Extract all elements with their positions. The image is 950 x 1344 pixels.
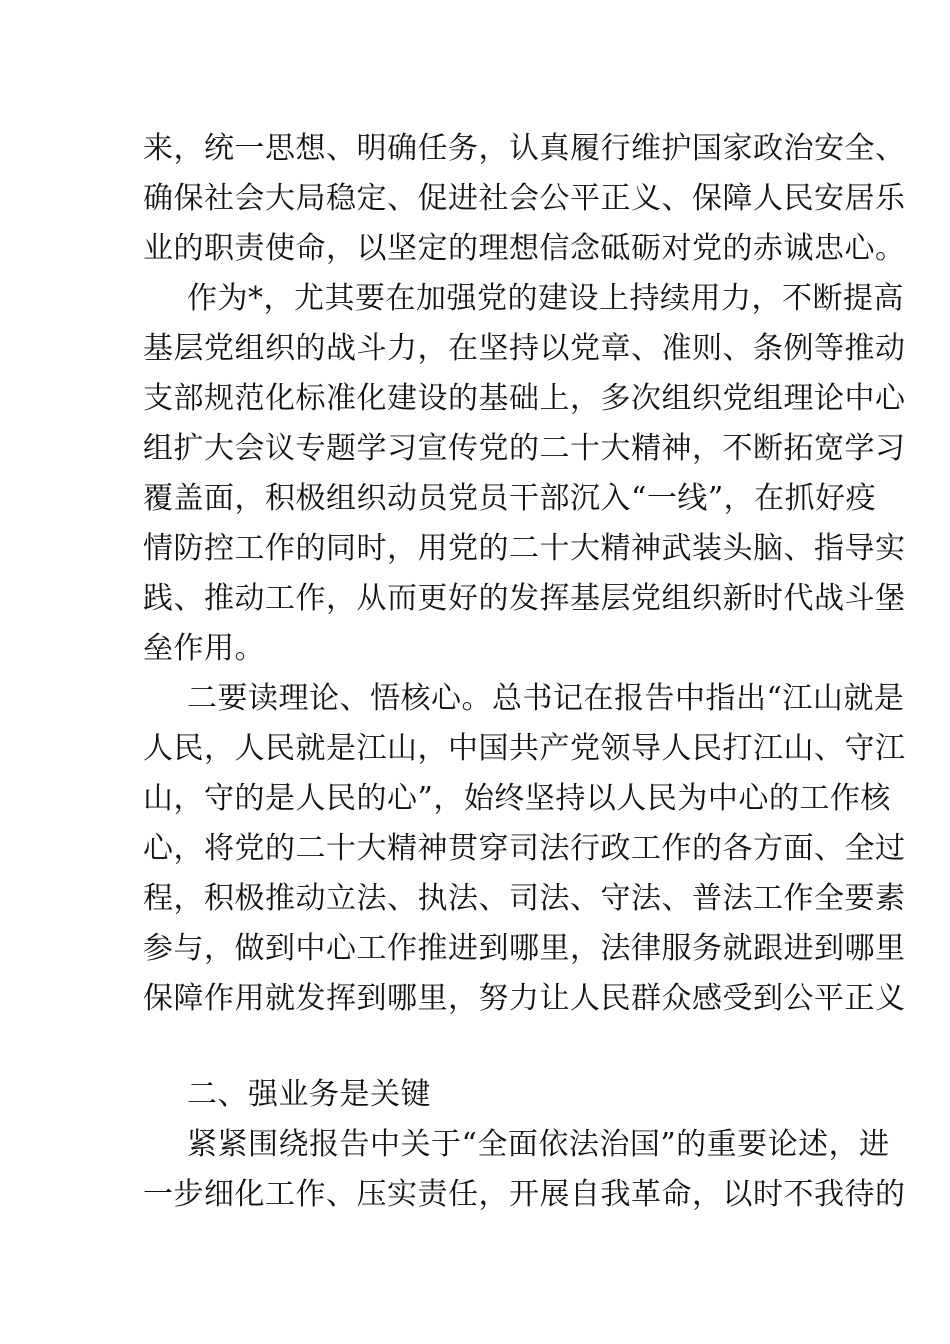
text-line: 保障作用就发挥到哪里，努力让人民群众感受到公平正义: [143, 981, 906, 1016]
body-text-section-1: [143, 124, 906, 1024]
paragraph-start-line: 紧紧围绕报告中关于“全面依法治国”的重要论述，进: [187, 1127, 890, 1162]
text-line: 参与，做到中心工作推进到哪里，法律服务就跟进到哪里: [143, 931, 906, 966]
text-line: 业的职责使命，以坚定的理想信念砥砺对党的赤诚忠心。: [143, 231, 906, 266]
text-line: 基层党组织的战斗力，在坚持以党章、准则、条例等推动: [143, 331, 906, 366]
text-line: 确保社会大局稳定、促进社会公平正义、保障人民安居乐: [143, 181, 906, 216]
section-heading: 二、强业务是关键: [187, 1077, 431, 1112]
text-line: 山，守的是人民的心”，始终坚持以人民为中心的工作核: [143, 781, 891, 816]
paragraph-start-line: 二要读理论、悟核心。总书记在报告中指出“江山就是: [187, 681, 905, 716]
text-line: 来，统一思想、明确任务，认真履行维护国家政治安全、: [143, 131, 906, 166]
text-line: 垒作用。: [143, 631, 265, 666]
body-text-section-2: [143, 1070, 906, 1220]
text-line: 组扩大会议专题学习宣传党的二十大精神，不断拓宽学习: [143, 431, 906, 466]
text-line: 人民，人民就是江山，中国共产党领导人民打江山、守江: [143, 731, 906, 766]
text-line: 心，将党的二十大精神贯穿司法行政工作的各方面、全过: [143, 831, 906, 866]
text-line: 支部规范化标准化建设的基础上，多次组织党组理论中心: [143, 381, 906, 416]
text-line: 情防控工作的同时，用党的二十大精神武装头脑、指导实: [143, 531, 906, 566]
text-line: 覆盖面，积极组织动员党员干部沉入“一线”，在抓好疫: [143, 481, 877, 516]
paragraph-start-line: 作为*，尤其要在加强党的建设上持续用力，不断提高: [187, 281, 904, 316]
text-line: 践、推动工作，从而更好的发挥基层党组织新时代战斗堡: [143, 581, 906, 616]
text-line: 一步细化工作、压实责任，开展自我革命，以时不我待的: [143, 1177, 906, 1212]
text-line: 程，积极推动立法、执法、司法、守法、普法工作全要素: [143, 881, 906, 916]
